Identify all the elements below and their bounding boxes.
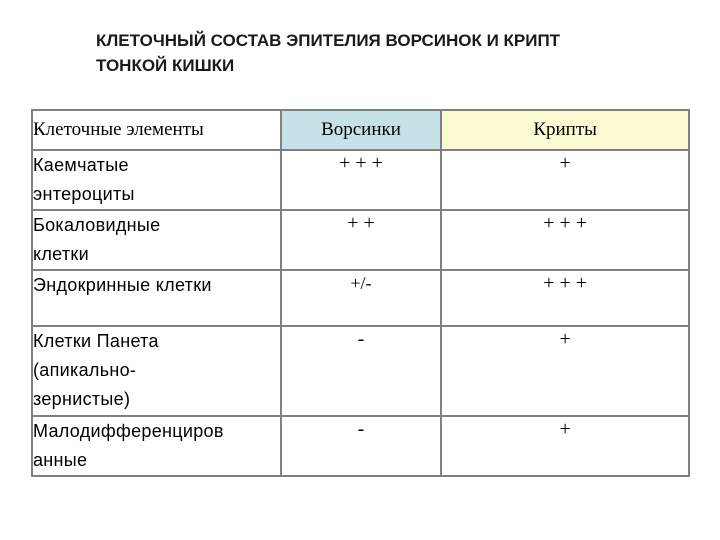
villi-value: +/- [281, 270, 441, 326]
title-line-1: КЛЕТОЧНЫЙ СОСТАВ ЭПИТЕЛИЯ ВОРСИНОК И КРИПТ [96, 31, 561, 50]
row-name-cell [32, 210, 281, 270]
villi-value: - [281, 326, 441, 416]
row-name-line: зернистые) [33, 389, 131, 409]
row-name-line: Клетки Панета [33, 331, 159, 351]
crypts-value: + [441, 326, 689, 416]
row-name-cell [32, 150, 281, 210]
crypts-value: + [441, 150, 689, 210]
row-name-line: клетки [33, 244, 89, 264]
crypts-value: + [441, 416, 689, 476]
row-name-line: Малодифференциров [33, 421, 224, 441]
villi-value: + + [281, 210, 441, 270]
row-name-line: Каемчатые [33, 155, 129, 175]
crypts-value: + + + [441, 210, 689, 270]
table-header-row [32, 110, 689, 150]
row-name-line: анные [33, 450, 88, 470]
crypts-value: + + + [441, 270, 689, 326]
table-row [32, 210, 689, 270]
header-cell-crypts: Крипты [441, 110, 689, 150]
row-name-cell [32, 270, 281, 326]
row-name-cell [32, 326, 281, 416]
slide-title [96, 28, 696, 78]
cell-composition-table [31, 109, 690, 477]
table-row [32, 150, 689, 210]
row-name-line: Эндокринные клетки [33, 275, 212, 295]
row-name-cell [32, 416, 281, 476]
header-cell-villi: Ворсинки [281, 110, 441, 150]
villi-value: + + + [281, 150, 441, 210]
table-row [32, 416, 689, 476]
header-cell-elements: Клеточные элементы [32, 110, 281, 150]
villi-value: - [281, 416, 441, 476]
row-name-line: (апикально- [33, 360, 137, 380]
table-row [32, 326, 689, 416]
title-line-2: ТОНКОЙ КИШКИ [96, 56, 235, 75]
row-name-line: Бокаловидные [33, 215, 161, 235]
table-row [32, 270, 689, 326]
row-name-line: энтероциты [33, 184, 135, 204]
